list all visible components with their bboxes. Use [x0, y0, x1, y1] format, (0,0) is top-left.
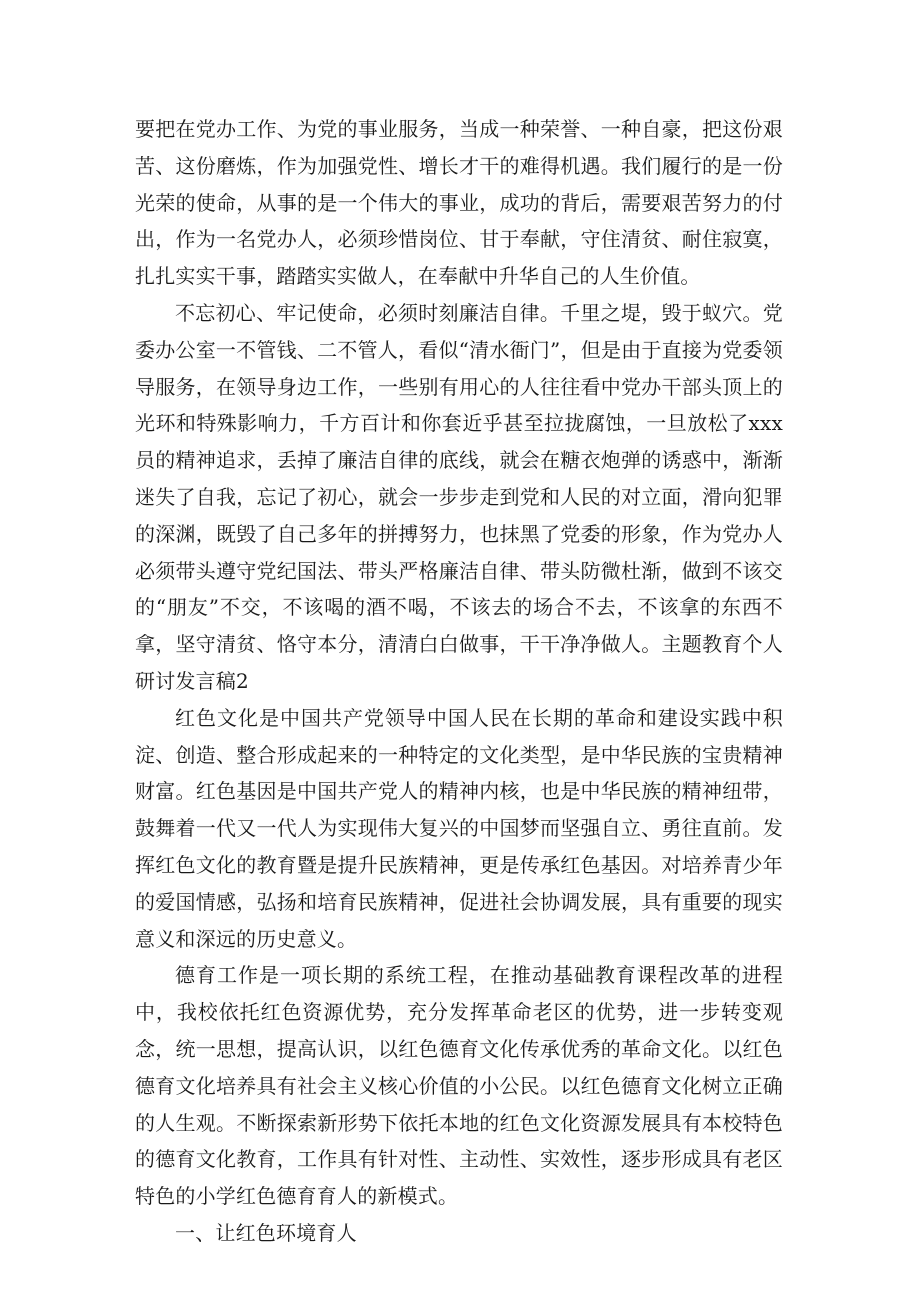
- document-body: [135, 111, 783, 1252]
- paragraph-continuation: 要把在党办工作、为党的事业服务，当成一种荣誉、一种自豪，把这份艰苦、这份磨炼，作为加强党性、增长才干的难得机遇。我们履行的是一份光荣的使命，从事的是一个伟大的事业，成功的背后，需要艰苦努力的付出，作为一名党办人，必须珍惜岗位、甘于奉献，守住清贫、耐住寂寞，扎扎实实干事，踏踏实实做人，在奉献中升华自己的人生价值。: [135, 117, 783, 289]
- paragraph-integrity: 不忘初心、牢记使命，必须时刻廉洁自律。千里之堤，毁于蚁穴。党委办公室一不管钱、二不管人，看似“清水衙门”，但是由于直接为党委领导服务，在领导身边工作，一些别有用心的人往往看中党办干部头顶上的光环和特殊影响力，千方百计和你套近乎甚至拉拢腐蚀，一旦放松了xxx员的精神追求，丢掉了廉洁自律的底线，就会在糖衣炮弹的诱惑中，渐渐迷失了自我，忘记了初心，就会一步步走到党和人民的对立面，滑向犯罪的深渊，既毁了自己多年的拼搏努力，也抹黑了党委的形象，作为党办人必须带头遵守党纪国法、带头严格廉洁自律、带头防微杜渐，做到不该交的“朋友”不交，不该喝的酒不喝，不该去的场合不去，不该拿的东西不拿，坚守清贫、恪守本分，清清白白做事，干干净净做人。主题教育个人研讨发言稿2: [135, 300, 783, 693]
- section-heading: 一、让红色环境育人: [175, 1220, 357, 1245]
- paragraph-red-culture: 红色文化是中国共产党领导中国人民在长期的革命和建设实践中积淀、创造、整合形成起来的一种特定的文化类型，是中华民族的宝贵精神财富。红色基因是中国共产党人的精神内核，也是中华民族的精神纽带，鼓舞着一代又一代人为实现伟大复兴的中国梦而坚强自立、勇往直前。发挥红色文化的教育暨是提升民族精神，更是传承红色基因。对培养青少年的爱国情感，弘扬和培育民族精神，促进社会协调发展，具有重要的现实意义和深远的历史意义。: [135, 705, 783, 951]
- paragraph-moral-education: 德育工作是一项长期的系统工程，在推动基础教育课程改革的进程中，我校依托红色资源优势，充分发挥革命老区的优势，进一步转变观念，统一思想，提高认识，以红色德育文化传承优秀的革命文化。以红色德育文化培养具有社会主义核心价值的小公民。以红色德育文化树立正确的人生观。不断探索新形势下依托本地的红色文化资源发展具有本校特色的德育文化教育，工作具有针对性、主动性、实效性，逐步形成具有老区特色的小学红色德育育人的新模式。: [135, 963, 783, 1209]
